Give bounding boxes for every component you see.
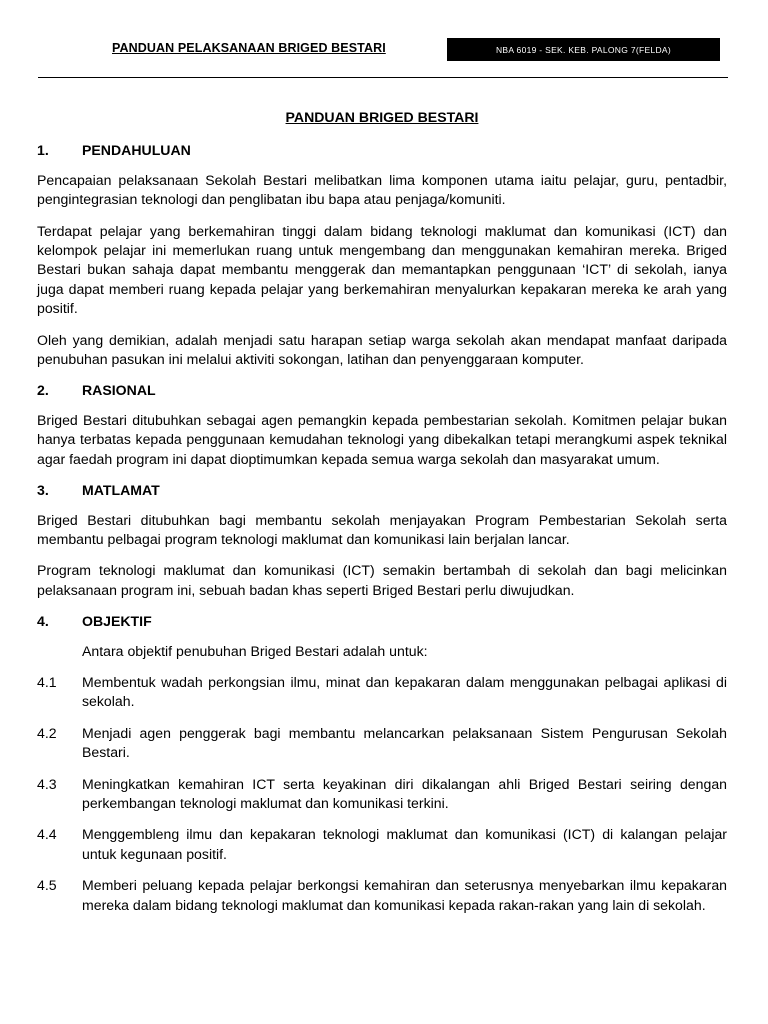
paragraph: Program teknologi maklumat dan komunikasi (ICT) semakin bertambah di sekolah dan bagi melicinkan pelaksanaan program ini, sebuah badan khas seperti Briged Bestari perlu diwujudkan. — [37, 562, 727, 598]
section-number: 2. — [37, 382, 49, 399]
section-number: 4. — [37, 613, 49, 630]
objective-text: Menggembleng ilmu dan kepakaran teknologi maklumat dan komunikasi (ICT) di kalangan pelajar untuk kegunaan positif. — [82, 826, 727, 862]
section-title: RASIONAL — [82, 382, 156, 399]
section-number: 3. — [37, 482, 49, 499]
objective-item — [37, 673, 727, 712]
section-heading-matlamat — [37, 481, 727, 500]
objective-number: 4.3 — [37, 775, 57, 792]
school-code-box: NBA 6019 - SEK. KEB. PALONG 7(FELDA) — [447, 38, 720, 61]
objective-text: Membentuk wadah perkongsian ilmu, minat dan kepakaran dalam menggunakan pelbagai aplikasi di sekolah. — [82, 673, 727, 710]
paragraph: Oleh yang demikian, adalah menjadi satu harapan setiap warga sekolah akan mendapat manfaat daripada penubuhan pasukan ini melalui aktiviti sokongan, latihan dan penyenggaraan komputer. — [37, 331, 727, 368]
objective-item — [37, 724, 727, 763]
paragraph: Briged Bestari ditubuhkan bagi membantu sekolah menjayakan Program Pembestarian Sekolah serta membantu pelbagai program teknologi maklumat dan komunikasi lain berjalan lancar. — [37, 511, 727, 547]
objective-number: 4.5 — [37, 877, 57, 894]
objective-intro: Antara objektif penubuhan Briged Bestari adalah untuk: — [82, 642, 428, 659]
objective-item — [37, 876, 727, 915]
objective-number: 4.1 — [37, 673, 57, 690]
section-title: PENDAHULUAN — [82, 142, 191, 159]
objective-text: Meningkatkan kemahiran ICT serta keyakinan diri dikalangan ahli Briged Bestari seiring dengan perkembangan teknologi maklumat dan komunikasi terkini. — [82, 775, 727, 811]
header-divider — [38, 77, 728, 78]
paragraph: Briged Bestari ditubuhkan sebagai agen pemangkin kepada pembestarian sekolah. Komitmen pelajar bukan hanya terbatas kepada penggunaan kemudahan teknologi yang dibekalkan tetapi merangkumi aspek teknikal agar faedah program ini dapat dioptimumkan kepada semua warga sekolah dan masyarakat umum. — [37, 411, 727, 467]
paragraph: Pencapaian pelaksanaan Sekolah Bestari melibatkan lima komponen utama iaitu pelajar, guru, pentadbir, pengintegrasian teknologi dan penglibatan ibu bapa atau penjaga/komuniti. — [37, 171, 727, 208]
section-heading-objektif — [37, 612, 727, 631]
section-title: OBJEKTIF — [82, 613, 152, 630]
section-heading-pendahuluan — [37, 141, 727, 160]
objective-number: 4.2 — [37, 724, 57, 741]
objective-text: Memberi peluang kepada pelajar berkongsi kemahiran dan seterusnya menyebarkan ilmu kepakaran mereka dalam bidang teknologi maklumat dan komunikasi kepada rakan-rakan yang lain di sekolah. — [82, 877, 727, 913]
section-heading-rasional — [37, 381, 727, 400]
section-title: MATLAMAT — [82, 482, 160, 499]
document-title: PANDUAN BRIGED BESTARI — [285, 109, 479, 125]
document-body — [37, 108, 727, 927]
objective-text: Menjadi agen penggerak bagi membantu melancarkan pelaksanaan Sistem Pengurusan Sekolah Bestari. — [82, 724, 727, 761]
paragraph: Terdapat pelajar yang berkemahiran tinggi dalam bidang teknologi maklumat dan komunikasi (ICT) dan kelompok pelajar ini memerlukan ruang untuk mengembang dan menggunakan kemahiran mereka. Briged Bestari bukan sahaja dapat membantu menggerak dan memantapkan penggunaan ‘ICT’ di sekolah, ianya juga dapat memberi ruang kepada pelajar yang berkemahiran menyalurkan kepakaran mereka ke arah yang positif. — [37, 222, 727, 317]
objective-item — [37, 825, 727, 864]
running-header-title: PANDUAN PELAKSANAAN BRIGED BESTARI — [112, 41, 386, 55]
objective-number: 4.4 — [37, 826, 57, 843]
objective-item — [37, 775, 727, 814]
section-number: 1. — [37, 142, 49, 159]
